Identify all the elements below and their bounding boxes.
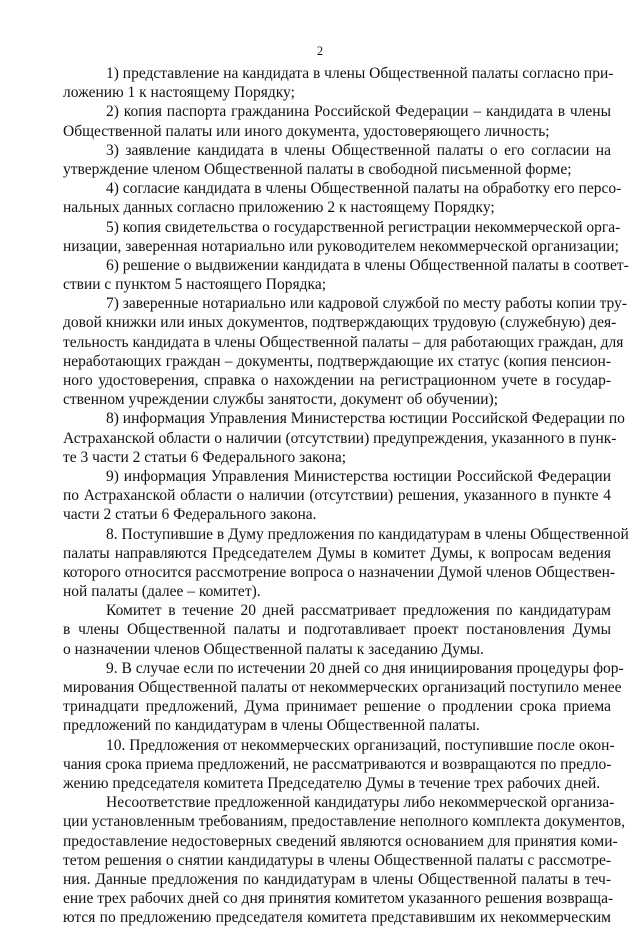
text-line: 7) заверенные нотариально или кадровой службой по месту работы копии тру-	[106, 295, 627, 313]
text-line: ного удостоверения, справка о нахождении на регистрационном учете в государ-	[63, 372, 611, 389]
text-line: 1) представление на кандидата в члены Общественной палаты согласно при-	[106, 65, 614, 82]
text-line: 2) копия паспорта гражданина Российской Федерации – кандидата в члены	[106, 103, 611, 121]
text-line: тельность кандидата в члены Общественной палаты – для работающих граждан, для	[63, 333, 624, 351]
text-line: 5) копия свидетельства о государственной регистрации некоммерческой орга-	[106, 218, 621, 236]
text-line: 8) информация Управления Министерства юстиции Российской Федерации по	[106, 410, 625, 428]
text-line: палаты направляются Председателем Думы в комитет Думы, к вопросам ведения	[63, 544, 611, 562]
text-line: ния. Данные предложения по кандидатурам в члены Общественной палаты в теч-	[63, 870, 611, 888]
paragraph	[63, 64, 614, 102]
paragraph	[63, 601, 611, 659]
text-line: 6) решение о выдвижении кандидата в члены Общественной палаты в соответ-	[106, 256, 629, 274]
text-line: утверждение членом Общественной палаты в свободной письменной форме;	[63, 160, 572, 178]
paragraph	[63, 793, 626, 927]
text-line: ложению 1 к настоящему Порядку;	[63, 84, 295, 102]
text-line: Астраханской области о наличии (отсутствии) предупреждения, указанного в пунк-	[63, 429, 617, 447]
text-line: ение трех рабочих дней со дня принятия комитетом указанного решения возвраща-	[63, 890, 614, 908]
paragraph	[63, 467, 611, 525]
text-line: 10. Предложения от некоммерческих организаций, поступившие после окон-	[106, 736, 615, 754]
text-line: жению председателя комитета Председателю Думы в течение трех рабочих дней.	[63, 774, 601, 792]
text-line: ственном учреждении службы занятости, документ об обучении);	[63, 391, 499, 409]
text-line: нальных данных согласно приложению 2 к настоящему Порядку;	[63, 199, 495, 217]
text-line: Общественной палаты или иного документа, удостоверяющего личность;	[63, 122, 550, 140]
text-line: 4) согласие кандидата в члены Общественной палаты на обработку его персо-	[106, 180, 622, 198]
paragraph	[63, 141, 611, 179]
paragraph	[63, 736, 615, 794]
text-line: предоставление недостоверных сведений являются основанием для принятия коми-	[63, 832, 618, 850]
text-line: 9. В случае если по истечении 20 дней со дня инициирования процедуры фор-	[106, 659, 624, 677]
text-line: неработающих граждан – документы, подтверждающие их статус (копия пенсион-	[63, 352, 611, 370]
text-line: о назначении членов Общественной палаты к заседанию Думы.	[63, 640, 484, 658]
document-body	[63, 64, 629, 927]
text-line: по Астраханской области о наличии (отсутствии) решения, указанного в пункте 4	[63, 487, 611, 505]
text-line: 9) информация Управления Министерства юстиции Российской Федерации	[106, 467, 611, 485]
text-line: части 2 статьи 6 Федерального закона.	[63, 506, 317, 524]
page-number: 2	[316, 44, 324, 58]
paragraph	[63, 409, 625, 467]
paragraph	[63, 525, 629, 602]
text-line: довой книжки или иных документов, подтверждающих трудовую (служебную) дея-	[63, 314, 617, 332]
paragraph	[63, 294, 627, 409]
text-line: те 3 части 2 статьи 6 Федерального закона;	[63, 448, 347, 466]
text-line: Комитет в течение 20 дней рассматривает предложения по кандидатурам	[106, 602, 611, 620]
text-line: ной палаты (далее – комитет).	[63, 583, 261, 601]
text-line: мирования Общественной палаты от некоммерческих организаций поступило менее	[63, 679, 622, 696]
paragraph	[63, 256, 629, 294]
text-line: предложений по кандидатурам в члены Общественной палаты.	[63, 717, 480, 735]
paragraph	[63, 659, 624, 736]
text-line: Несоответствие предложенной кандидатуры либо некоммерческой организа-	[106, 794, 615, 812]
text-line: ции установленным требованиям, предоставление неполного комплекта документов,	[63, 813, 626, 831]
paragraph	[63, 218, 621, 256]
paragraph	[63, 102, 611, 140]
text-line: 8. Поступившие в Думу предложения по кандидатурам в члены Общественной	[106, 525, 629, 543]
text-line: тринадцати предложений, Дума принимает решение о продлении срока приема	[63, 698, 611, 716]
text-line: в члены Общественной палаты и подготавливает проект постановления Думы	[63, 621, 611, 639]
text-line: 3) заявление кандидата в члены Общественной палаты о его согласии на	[106, 141, 611, 159]
text-line: которого относится рассмотрение вопроса о назначении Думой членов Обществен-	[63, 563, 616, 581]
paragraph	[63, 179, 622, 217]
text-line: ются по предложению председателя комитета представившим их некоммерческим	[63, 909, 611, 927]
text-line: чания срока приема предложений, не рассматриваются и возвращаются по предло-	[63, 755, 612, 773]
text-line: тетом решения о снятии кандидатуры в члены Общественной палаты с рассмотре-	[63, 851, 611, 869]
text-line: ствии с пунктом 5 настоящего Порядка;	[63, 276, 327, 294]
text-line: низации, заверенная нотариально или руководителем некоммерческой организации;	[63, 237, 619, 255]
